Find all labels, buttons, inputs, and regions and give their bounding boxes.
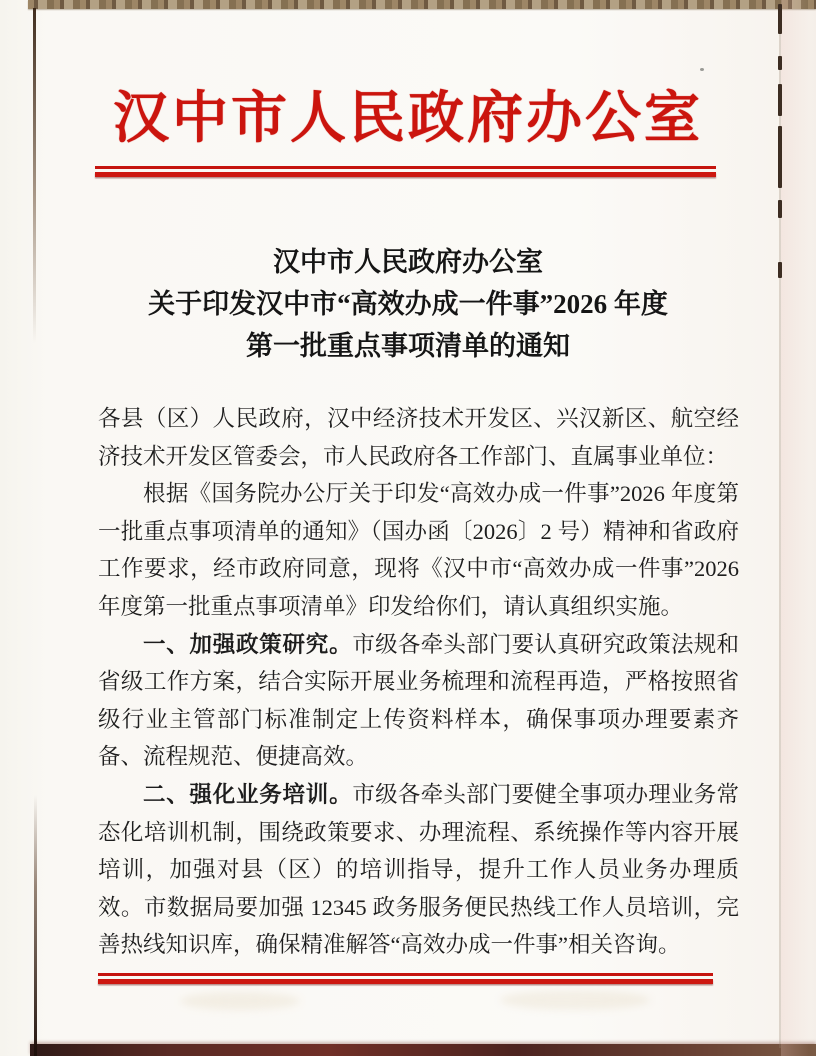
right-edge-dash-artifact bbox=[778, 262, 782, 278]
section-1-text: 市级各牵头部门要认真研究政策法规和省级工作方案，结合实际开展业务梳理和流程再造，严格按照省级行业主管部门标准制定上传资料样本，确保事项办理要素齐备、流程规范、便捷高效。 bbox=[98, 631, 739, 770]
document-body bbox=[98, 400, 739, 964]
section-1-paragraph bbox=[98, 626, 739, 776]
section-2-heading: 二、强化业务培训。 bbox=[143, 781, 353, 807]
left-crease-artifact-bottom bbox=[34, 795, 37, 1056]
scan-top-edge-artifact bbox=[28, 0, 816, 9]
intro-paragraph-text: 根据《国务院办公厅关于印发“高效办成一件事”2026 年度第一批重点事项清单的通知》（国办函〔2026〕2 号）精神和省政府工作要求，经市政府同意，现将《汉中市“高效办成一件事”2026 年度第一批重点事项清单》印发给你们，请认真组织实施。 bbox=[98, 481, 739, 619]
intro-paragraph bbox=[98, 475, 739, 625]
footer-rule bbox=[98, 973, 713, 986]
right-edge-tint-artifact bbox=[781, 0, 816, 1056]
scan-speck-artifact bbox=[700, 68, 704, 71]
document-title-line-2: 关于印发汉中市“高效办成一件事”2026 年度 bbox=[148, 289, 668, 319]
section-1-heading: 一、加强政策研究。 bbox=[143, 631, 353, 657]
right-edge-dash-artifact bbox=[778, 126, 782, 188]
scan-bottom-edge-artifact bbox=[30, 1044, 816, 1056]
document-title-line-1: 汉中市人民政府办公室 bbox=[273, 247, 543, 277]
left-crease-artifact-top bbox=[33, 8, 36, 343]
section-2-text: 市级各牵头部门要健全事项办理业务常态化培训机制，围绕政策要求、办理流程、系统操作等内容开展培训，加强对县（区）的培训指导，提升工作人员业务办理质效。市数据局要加强 12345 政务服务便民热线工作人员培训，完善热线知识库，确保精准解答“高效办成一件事”相关咨询。 bbox=[98, 781, 739, 958]
section-2-paragraph bbox=[98, 776, 739, 964]
right-edge-dash-artifact bbox=[778, 56, 782, 70]
bleedthrough-smudge-artifact bbox=[180, 992, 300, 1010]
right-edge-dash-artifact bbox=[778, 200, 782, 218]
document-title bbox=[40, 241, 776, 367]
salutation-paragraph: 各县（区）人民政府，汉中经济技术开发区、兴汉新区、航空经济技术开发区管委会，市人民政府各工作部门、直属事业单位： bbox=[98, 406, 739, 469]
document-title-line-3: 第一批重点事项清单的通知 bbox=[246, 331, 570, 361]
right-edge-dash-artifact bbox=[778, 4, 782, 34]
letterhead-issuer-title: 汉中市人民政府办公室 bbox=[113, 88, 703, 150]
right-edge-dash-artifact bbox=[778, 84, 782, 116]
bleedthrough-smudge-artifact bbox=[500, 990, 650, 1010]
letterhead-rule bbox=[95, 166, 716, 179]
